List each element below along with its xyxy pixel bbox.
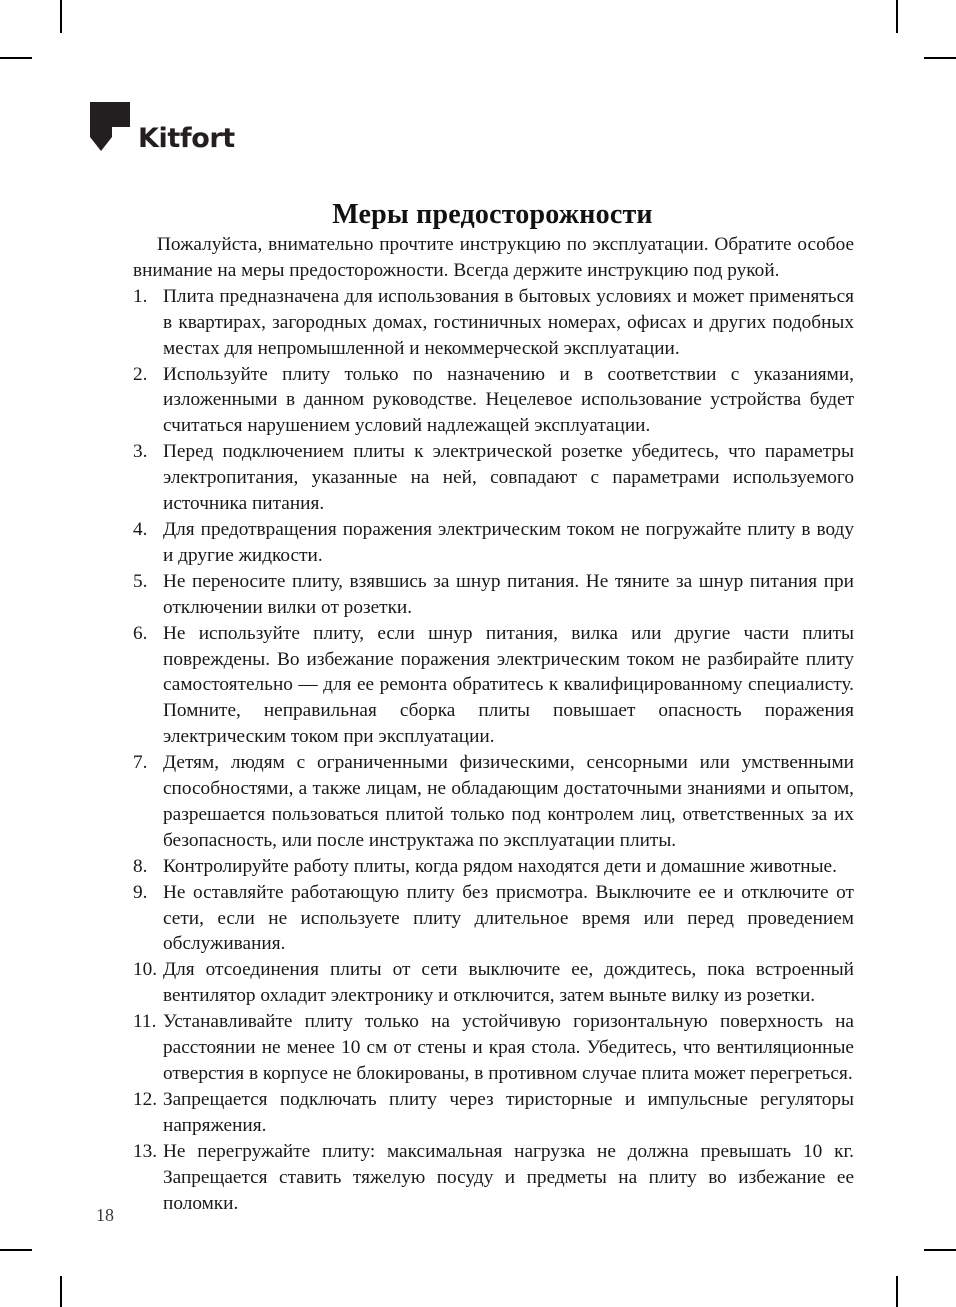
list-item <box>133 880 854 958</box>
list-item-number: 3. <box>133 441 148 463</box>
list-item-text: Для отсоединения плиты от сети выключите ее, дождитесь, пока встроенный вентилятор охладит электронику и отключится, затем выньте вилку из розетки. <box>163 959 854 1007</box>
list-item-number: 8. <box>133 855 148 877</box>
crop-mark-top-right-horizontal <box>924 57 956 59</box>
page-title: Меры предосторожности <box>332 198 653 230</box>
list-item-number: 2. <box>133 363 148 385</box>
precaution-list <box>133 284 854 1217</box>
crop-mark-top-left-vertical <box>60 0 62 33</box>
crop-mark-top-right-vertical <box>896 0 898 33</box>
list-item <box>133 439 854 517</box>
list-item-text: Не используйте плиту, если шнур питания, вилка или другие части плиты повреждены. Во избежание поражения электрическим током не разбирайте плиту самостоятельно — для ее ремонта обратитесь к квалифицированному специалисту. Помните, неправильная сборка плиты повышает опасность поражения электрическим током при эксплуатации. <box>163 622 854 748</box>
list-item-number: 12. <box>133 1088 158 1110</box>
list-item-text: Детям, людям с ограниченными физическими, сенсорными или умственными способностями, а также лицам, не обладающим достаточными знаниями и опытом, разрешается пользоваться плитой только под контролем лиц, ответственных за их безопасность, или после инструктажа по эксплуатации плиты. <box>163 752 854 851</box>
brand-name: Kitfort <box>138 123 235 154</box>
list-item-text: Используйте плиту только по назначению и в соответствии с указаниями, изложенными в данном руководстве. Нецелевое использование устройства будет считаться нарушением условий надлежащей эксплуатации. <box>163 363 854 437</box>
list-item <box>133 957 854 1009</box>
crop-mark-top-left-horizontal <box>0 57 32 59</box>
list-item-text: Для предотвращения поражения электрическим током не погружайте плиту в воду и другие жидкости. <box>163 518 854 566</box>
list-item-text: Не перегружайте плиту: максимальная нагрузка не должна превышать 10 кг. Запрещается ставить тяжелую посуду и предметы на плиту во избежание ее поломки. <box>163 1140 854 1214</box>
list-item-text: Запрещается подключать плиту через тиристорные и импульсные регуляторы напряжения. <box>163 1088 854 1136</box>
body-content <box>133 232 854 1216</box>
list-item-text: Контролируйте работу плиты, когда рядом находятся дети и домашние животные. <box>163 855 837 877</box>
list-item-number: 10. <box>133 959 158 981</box>
list-item <box>133 1087 854 1139</box>
page-number: 18 <box>96 1205 114 1225</box>
list-item-number: 5. <box>133 570 148 592</box>
list-item <box>133 362 854 440</box>
list-item-text: Плита предназначена для использования в бытовых условиях и может применяться в квартирах, загородных домах, гостиничных номерах, офисах и других подобных местах для непромышленной и некоммерческой эксплуатации. <box>163 285 854 359</box>
crop-mark-bottom-left-vertical <box>60 1276 62 1307</box>
list-item-text: Не оставляйте работающую плиту без присмотра. Выключите ее и отключите от сети, если не используете плиту длительное время или перед проведением обслуживания. <box>163 881 854 955</box>
list-item-text: Не переносите плиту, взявшись за шнур питания. Не тяните за шнур питания при отключении вилки от розетки. <box>163 570 854 618</box>
list-item <box>133 1009 854 1087</box>
list-item <box>133 854 854 880</box>
list-item <box>133 750 854 854</box>
crop-mark-bottom-right-vertical <box>896 1276 898 1307</box>
list-item-text: Перед подключением плиты к электрической розетке убедитесь, что параметры электропитания, указанные на ней, совпадают с параметрами используемого источника питания. <box>163 441 854 515</box>
list-item <box>133 569 854 621</box>
list-item-number: 13. <box>133 1140 158 1162</box>
lead-paragraph: Пожалуйста, внимательно прочтите инструкцию по эксплуатации. Обратите особое внимание на меры предосторожности. Всегда держите инструкцию под рукой. <box>133 234 854 281</box>
list-item-number: 9. <box>133 881 148 903</box>
crop-mark-bottom-left-horizontal <box>0 1249 32 1251</box>
list-item-number: 4. <box>133 518 148 540</box>
list-item-number: 7. <box>133 752 148 774</box>
list-item-number: 6. <box>133 622 148 644</box>
list-item-number: 1. <box>133 285 148 307</box>
list-item <box>133 517 854 569</box>
list-item <box>133 284 854 362</box>
list-item <box>133 1139 854 1217</box>
kitfort-flag-logo-icon <box>88 101 132 157</box>
crop-mark-bottom-right-horizontal <box>924 1249 956 1251</box>
list-item-text: Устанавливайте плиту только на устойчивую горизонтальную поверхность на расстоянии не менее 10 см от стены и края стола. Убедитесь, что вентиляционные отверстия в корпусе не блокированы, в противном случае плита может перегреться. <box>163 1011 854 1084</box>
list-item-number: 11. <box>133 1011 157 1033</box>
brand-logo <box>88 101 235 157</box>
list-item <box>133 621 854 751</box>
